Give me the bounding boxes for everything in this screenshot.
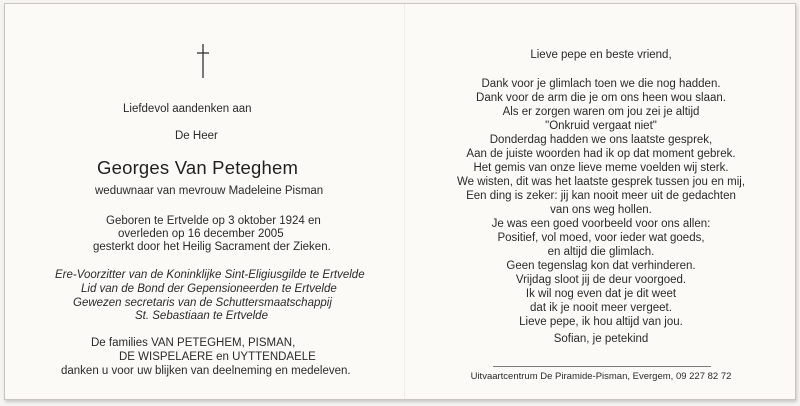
- honor-line: Gewezen secretaris van de Schuttersmaatschappij: [73, 297, 332, 309]
- thanks-text: danken u voor uw blijken van deelneming en medeleven.: [61, 365, 351, 377]
- poem-line: Vrijdag sloot jij de deur voorgoed.: [515, 274, 687, 286]
- honor-line: Ere-Voorzitter van de Koninklijke Sint-Eligiusgilde te Ertvelde: [55, 269, 365, 281]
- poem-line: Je was een goed voorbeeld voor ons allen:: [491, 218, 711, 230]
- deceased-name: Georges Van Peteghem: [97, 157, 299, 178]
- families-line-2: DE WISPELAERE en UYTTENDAELE: [119, 351, 316, 363]
- poem-line: dat ik je nooit meer vergeet.: [530, 302, 672, 314]
- sacrament-text: gesterkt door het Heilig Sacrament der Zieken.: [93, 241, 331, 253]
- signature-text: Sofian, je petekind: [553, 333, 649, 345]
- families-line-1: De families VAN PETEGHEM, PISMAN,: [91, 337, 296, 349]
- memorial-card: [4, 3, 796, 400]
- footer-rule: [493, 366, 711, 367]
- left-panel: [5, 4, 405, 399]
- poem-line: Als er zorgen waren om jou zei je altijd: [502, 106, 700, 118]
- poem-line: Een ding is zeker: jij kan nooit meer uit de gedachten: [466, 190, 736, 202]
- cross-icon: [195, 44, 211, 78]
- poem-line: en altijd die glimlach.: [547, 246, 655, 258]
- poem-line: Ik wil nog even dat je dit weet: [525, 288, 677, 300]
- poem-line: Dank voor je glimlach toen we die nog hadden.: [481, 78, 721, 90]
- poem-line: "Onkruid vergaat niet": [545, 120, 657, 132]
- title-text: De Heer: [175, 130, 218, 142]
- poem-line: Dank voor de arm die je om ons heen wou slaan.: [476, 92, 726, 104]
- honor-line: Lid van de Bond der Gepensioneerden te Ertvelde: [81, 283, 337, 295]
- poem-line: Positief, vol moed, voor ieder wat goeds,: [497, 232, 705, 244]
- born-text: Geboren te Ertvelde op 3 oktober 1924 en: [106, 215, 321, 227]
- in-memory-text: Liefdevol aandenken aan: [123, 103, 252, 115]
- poem-line: Donderdag hadden we ons laatste gesprek,: [489, 134, 713, 146]
- poem-line: Aan de juiste woorden had ik op dat moment gebrek.: [466, 148, 736, 160]
- greeting-text: Lieve pepe en beste vriend,: [530, 49, 672, 61]
- honor-line: St. Sebastiaan te Ertvelde: [135, 310, 268, 322]
- widower-text: weduwnaar van mevrouw Madeleine Pisman: [95, 185, 324, 197]
- funeral-home-text: Uitvaartcentrum De Piramide-Pisman, Evergem, 09 227 82 72: [470, 371, 732, 382]
- poem-line: Het gemis van onze lieve meme voelden wij sterk.: [473, 162, 729, 174]
- poem-line: van ons weg hollen.: [550, 204, 652, 216]
- poem-line: Geen tegenslag kon dat verhinderen.: [506, 260, 696, 272]
- poem-line: Lieve pepe, ik hou altijd van jou.: [519, 316, 683, 328]
- right-panel: [405, 4, 797, 399]
- poem-line: We wisten, dit was het laatste gesprek tussen jou en mij,: [456, 176, 746, 188]
- died-text: overleden op 16 december 2005: [118, 228, 284, 240]
